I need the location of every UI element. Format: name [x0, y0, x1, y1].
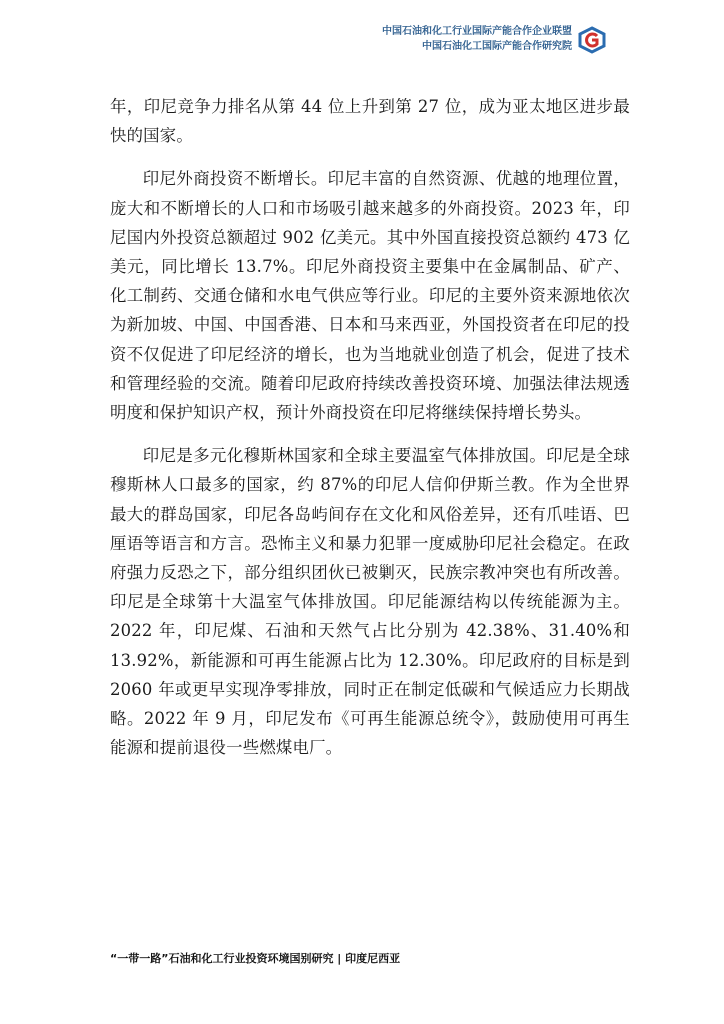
header-line-2: 中国石油化工国际产能合作研究院: [422, 41, 572, 52]
page-header: [382, 24, 572, 54]
paragraph-foreign-investment: 印尼外商投资不断增长。印尼丰富的自然资源、优越的地理位置，庞大和不断增长的人口和市场吸引越来越多的外商投资。2023 年，印尼国内外投资总额超过 902 亿美元。其中外国直接投资总额约 473 亿美元，同比增长 13.7%。印尼外商投资主要集中在金属制品、矿产、化工制药、交通仓储和水电气供应等行业。印尼的主要外资来源地依次为新加坡、中国、中国香港、日本和马来西亚，外国投资者在印尼的投资不仅促进了印尼经济的增长，也为当地就业创造了机会，促进了技术和管理经验的交流。随着印尼政府持续改善投资环境、加强法律法规透明度和保护知识产权，预计外商投资在印尼将继续保持增长势头。: [110, 169, 630, 423]
header-line-1: 中国石油和化工行业国际产能合作企业联盟: [382, 26, 572, 37]
paragraph-religion-emissions: 印尼是多元化穆斯林国家和全球主要温室气体排放国。印尼是全球穆斯林人口最多的国家，约 87%的印尼人信仰伊斯兰教。作为全世界最大的群岛国家，印尼各岛屿间存在文化和风俗差异，还有爪哇语、巴厘语等语言和方言。恐怖主义和暴力犯罪一度威胁印尼社会稳定。在政府强力反恐之下，部分组织团伙已被剿灭，民族宗教冲突也有所改善。印尼是全球第十大温室气体排放国。印尼能源结构以传统能源为主。2022 年，印尼煤、石油和天然气占比分别为 42.38%、31.40%和 13.92%，新能源和可再生能源占比为 12.30%。印尼政府的目标是到 2060 年或更早实现净零排放，同时正在制定低碳和气候适应力长期战略。2022 年 9 月，印尼发布《可再生能源总统令》，鼓励使用可再生能源和提前退役一些燃煤电厂。: [110, 446, 630, 758]
alliance-logo-icon: [577, 26, 607, 54]
paragraph-continuation: 年，印尼竞争力排名从第 44 位上升到第 27 位，成为亚太地区进步最快的国家。: [110, 97, 630, 146]
body-text: [110, 92, 630, 776]
page-footer: “一带一路”石油和化工行业投资环境国别研究 | 印度尼西亚: [110, 952, 401, 965]
